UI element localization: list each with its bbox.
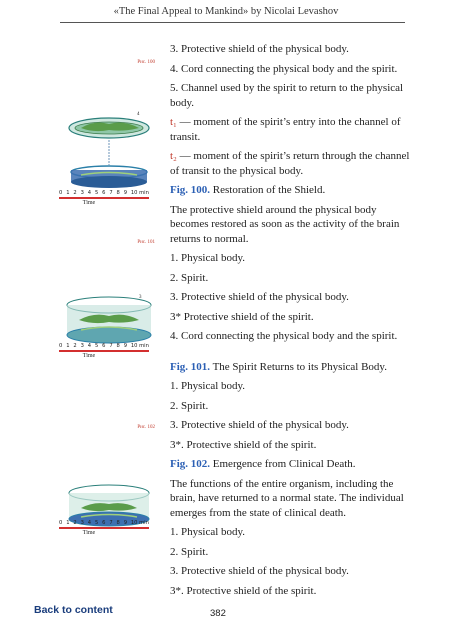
paragraph: 5. Channel used by the spirit to return to the physical body. bbox=[170, 82, 404, 109]
tick-label: 8 bbox=[116, 520, 120, 526]
paragraph: 3. Protective shield of the physical body. bbox=[170, 291, 349, 303]
caption-text: The Spirit Returns to its Physical Body. bbox=[210, 360, 387, 373]
figure-label: Рис. 100 bbox=[137, 60, 155, 65]
svg-text:4: 4 bbox=[137, 112, 140, 117]
page-number: 382 bbox=[210, 608, 226, 619]
time-axis-label: Time bbox=[82, 530, 96, 536]
figure-100-illustration bbox=[59, 70, 163, 195]
tick-label: 8 bbox=[116, 190, 120, 196]
t1-text: — moment of the spirit’s entry into the channel of transit. bbox=[170, 116, 401, 143]
tick-label: 4 bbox=[87, 190, 92, 196]
paragraph: 3*. Protective shield of the spirit. bbox=[170, 584, 317, 597]
svg-text:5: 5 bbox=[112, 157, 115, 162]
tick-label: 7 bbox=[109, 190, 113, 196]
figure-100-timeline bbox=[59, 190, 161, 206]
tick-label: 0 bbox=[59, 520, 63, 526]
paragraph: 2. Spirit. bbox=[170, 545, 209, 558]
tick-label: 9 bbox=[123, 343, 127, 349]
tick-label: 3 bbox=[80, 343, 84, 349]
tick-label: 10 min bbox=[130, 520, 149, 526]
paragraph: 3. Protective shield of the physical body. bbox=[170, 565, 349, 577]
figure-caption bbox=[170, 360, 415, 375]
paragraph: The functions of the entire organism, including the brain, have returned to a normal state. The individual emerges from the state of clinical death. bbox=[170, 477, 404, 519]
paragraph: 3. Protective shield of the physical body. bbox=[170, 43, 349, 55]
tick-label: 7 bbox=[109, 520, 113, 526]
caption-text: Restoration of the Shield. bbox=[210, 184, 326, 196]
svg-text:3: 3 bbox=[139, 295, 142, 300]
back-to-content-link[interactable]: Back to content bbox=[34, 604, 113, 616]
tick-label: 6 bbox=[102, 343, 106, 349]
paragraph: 4. Cord connecting the physical body and the spirit. bbox=[170, 330, 398, 342]
tick-label: 6 bbox=[102, 190, 106, 196]
paragraph bbox=[170, 149, 415, 178]
t1-symbol: t₁ bbox=[170, 116, 177, 128]
tick-label: 5 bbox=[94, 190, 99, 196]
caption-text: Emergence from Clinical Death. bbox=[210, 458, 356, 470]
tick-label: 2 bbox=[73, 520, 77, 526]
fig-100-link[interactable]: Fig. 100. bbox=[170, 184, 211, 196]
tick-label: 5 bbox=[94, 343, 99, 349]
figure-caption bbox=[170, 183, 415, 198]
fig-101-link[interactable]: Fig. 101. bbox=[170, 360, 211, 373]
t2-symbol: t₂ bbox=[170, 150, 177, 162]
tick-label: 10 min bbox=[130, 190, 149, 196]
tick-label: 1 bbox=[66, 520, 70, 526]
tick-label: 8 bbox=[116, 343, 120, 349]
figure-101-timeline bbox=[59, 343, 161, 359]
tick-label: 6 bbox=[102, 520, 106, 526]
tick-label: 0 bbox=[59, 343, 63, 349]
tick-label: 9 bbox=[123, 190, 127, 196]
tick-label: 5 bbox=[94, 520, 99, 526]
tick-label: 2 bbox=[73, 343, 77, 349]
paragraph bbox=[170, 115, 415, 144]
figure-label: Рис. 102 bbox=[137, 425, 155, 430]
paragraph: 2. Spirit. bbox=[170, 271, 209, 284]
fig-102-link[interactable]: Fig. 102. bbox=[170, 458, 211, 470]
paragraph: 3* Protective shield of the spirit. bbox=[170, 310, 314, 323]
figure-label: Рис. 101 bbox=[137, 240, 155, 245]
tick-label: 0 bbox=[59, 190, 63, 196]
header-divider bbox=[60, 22, 405, 23]
tick-label: 10 min bbox=[130, 343, 149, 349]
paragraph: 1. Physical body. bbox=[170, 380, 246, 392]
paragraph: 1. Physical body. bbox=[170, 526, 246, 538]
tick-label: 1 bbox=[66, 190, 70, 196]
time-axis-label: Time bbox=[82, 353, 96, 359]
paragraph: 2. Spirit. bbox=[170, 399, 209, 412]
tick-label: 1 bbox=[66, 343, 70, 349]
paragraph: 1. Physical body. bbox=[170, 252, 246, 264]
tick-label: 3 bbox=[80, 520, 84, 526]
t2-text: — moment of the spirit’s return through the channel of transit to the physical body. bbox=[170, 150, 410, 177]
tick-label: 2 bbox=[73, 190, 77, 196]
tick-label: 4 bbox=[87, 520, 92, 526]
time-bar bbox=[59, 527, 149, 529]
paragraph: 4. Cord connecting the physical body and the spirit. bbox=[170, 62, 398, 75]
paragraph: 3. Protective shield of the physical body. bbox=[170, 419, 349, 431]
time-bar bbox=[59, 197, 149, 199]
time-bar bbox=[59, 350, 149, 352]
tick-label: 3 bbox=[80, 190, 84, 196]
tick-label: 9 bbox=[123, 520, 127, 526]
figure-caption bbox=[170, 457, 415, 472]
page-header: «The Final Appeal to Mankind» by Nicolai Levashov bbox=[113, 6, 339, 17]
tick-label: 7 bbox=[109, 343, 113, 349]
tick-label: 4 bbox=[87, 343, 92, 349]
paragraph: The protective shield around the physical body becomes restored as soon as the activity of the brain returns to normal. bbox=[170, 203, 400, 245]
text-column bbox=[170, 42, 415, 598]
paragraph: 3*. Protective shield of the spirit. bbox=[170, 438, 317, 451]
figure-102-timeline bbox=[59, 520, 161, 536]
time-axis-label: Time bbox=[82, 200, 96, 206]
